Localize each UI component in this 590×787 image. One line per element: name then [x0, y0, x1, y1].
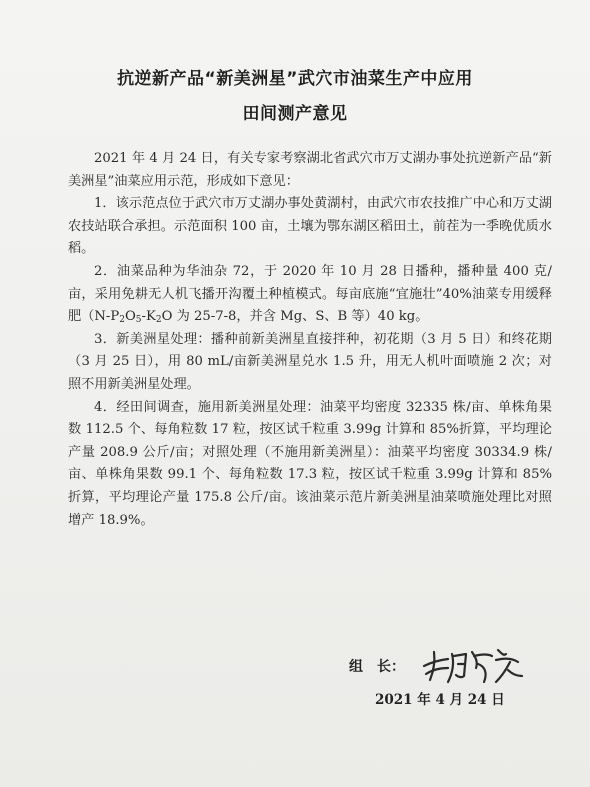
signature-label: 组 长： [349, 659, 405, 675]
handwritten-signature [418, 642, 528, 686]
document-date: 2021 年 4 月 24 日 [375, 692, 505, 708]
item-2-text-d: O 为 25-7-8，并含 Mg、S、B 等）40 kg。 [161, 309, 429, 325]
document-subtitle: 田间测产意见 [242, 104, 348, 124]
item-2-subscript-2: 5 [135, 315, 142, 326]
document-title: 抗逆新产品“新美洲星”武穴市油菜生产中应用 [117, 69, 473, 89]
item-2-subscript-1: 2 [119, 315, 125, 326]
item-4-paragraph: 4．经田间调查，施用新美洲星处理：油菜平均密度 32335 株/亩、单株角果数 112.5 个、每角粒数 17 粒，按区试千粒重 3.99g 计算和 85%折算，平均理论产量 208.9 公斤/亩；对照处理（不施用新美洲星）：油菜平均密度 30334.9 株/亩、单株角果数 99.1 个、每角粒数 17.3 粒，按区试千粒重 3.99g 计算和 85%折算，平均理论产量 175.8 公斤/亩。该油菜示范片新美洲星油菜喷施处理比对照增产 18.9%。 [68, 399, 552, 528]
item-2-text-a: 2．油菜品种为华油杂 72，于 2020 年 10 月 28 日播种，播种量 400 克/亩，采用免耕无人机飞播开沟覆土种植模式。每亩底施“宜施壮”40%油菜专用缓释肥（N-P [68, 263, 552, 325]
item-2-text-c: -K [141, 309, 156, 325]
item-1-paragraph: 1．该示范点位于武穴市万丈湖办事处黄湖村，由武穴市农技推广中心和万丈湖农技站联合承担。示范面积 100 亩，土壤为鄂东湖区稻田土，前茬为一季晚优质水稻。 [68, 196, 552, 257]
item-2-text-b: O [124, 309, 136, 325]
item-3-paragraph: 3．新美洲星处理：播种前新美洲星直接拌种，初花期（3 月 5 日）和终花期（3 月 25 日），用 80 mL/亩新美洲星兑水 1.5 升，用无人机叶面喷施 2 次；对照不用新美洲星处理。 [68, 331, 552, 392]
intro-paragraph: 2021 年 4 月 24 日，有关专家考察湖北省武穴市万丈湖办事处抗逆新产品“新美洲星”油菜应用示范，形成如下意见： [68, 151, 552, 189]
item-2-subscript-3: 2 [155, 315, 162, 326]
document-body [68, 148, 552, 532]
item-2-paragraph [68, 261, 552, 329]
